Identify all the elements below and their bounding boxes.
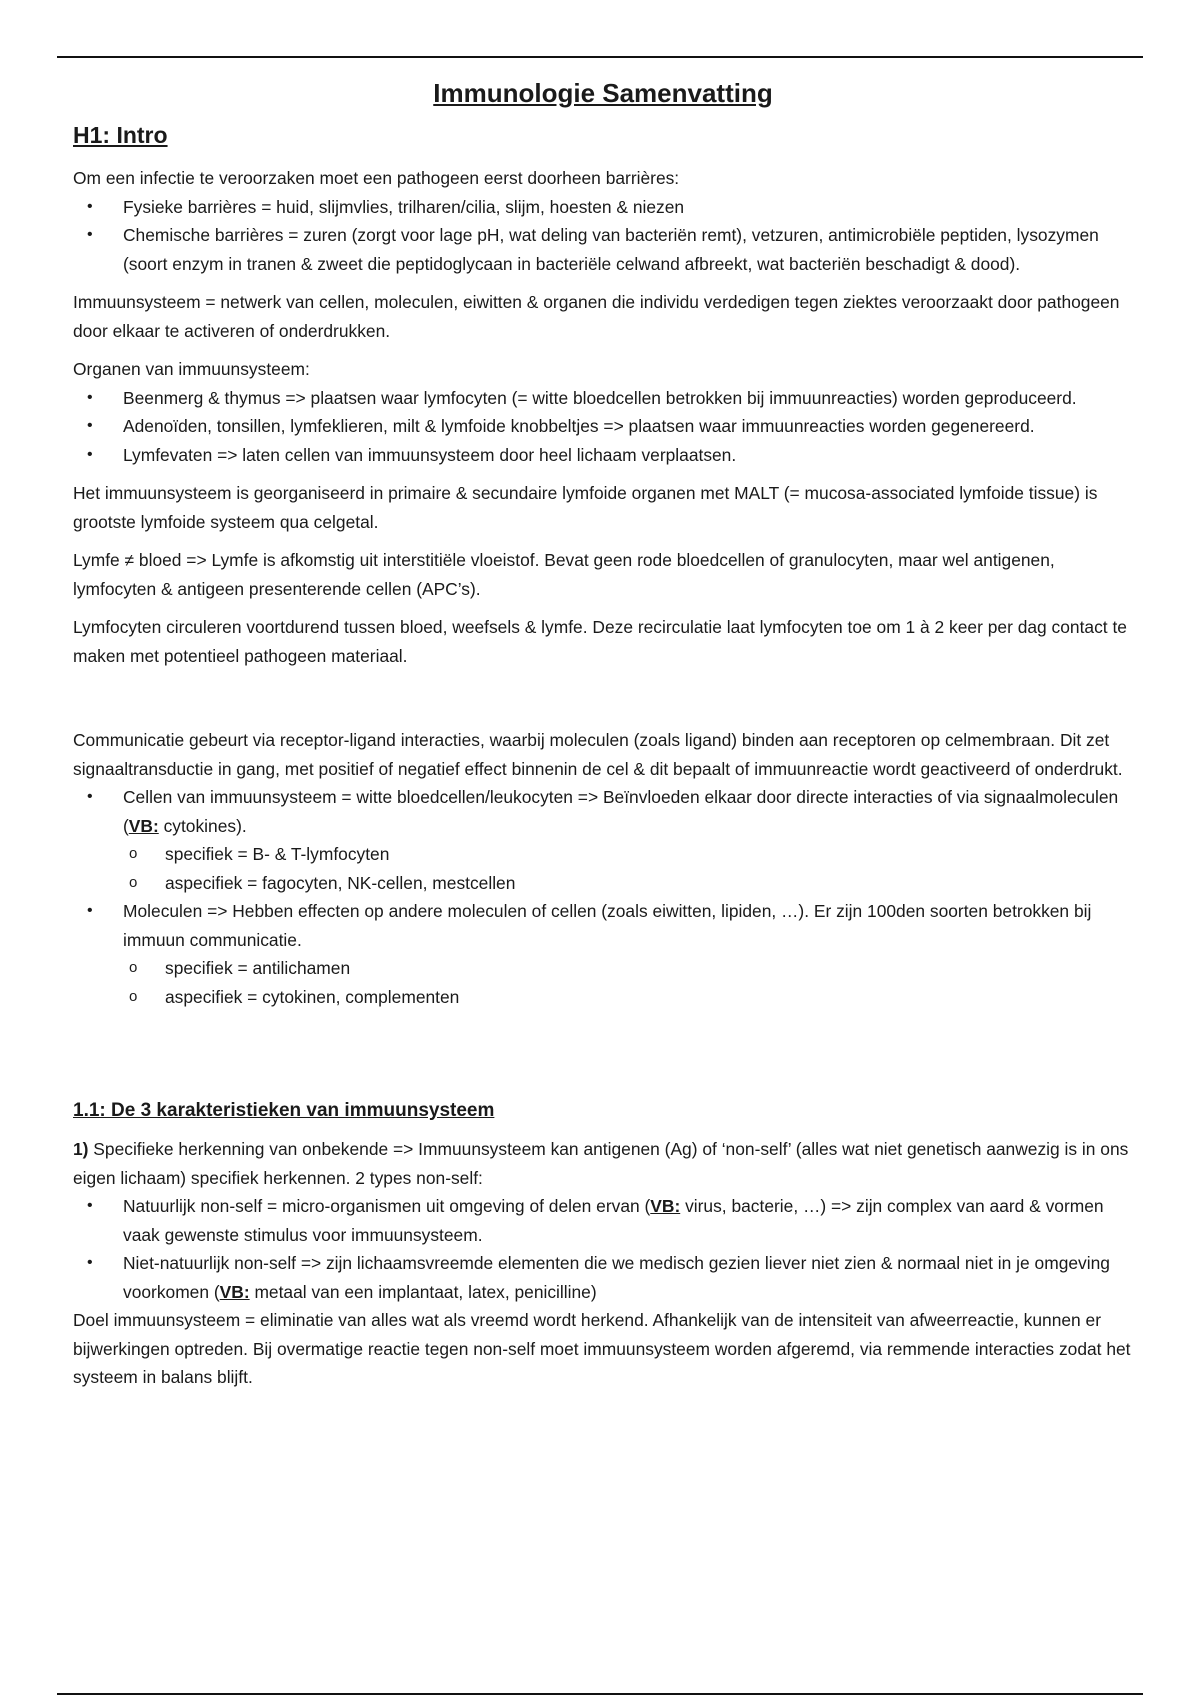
list-item: • Natuurlijk non-self = micro-organismen uit omgeving of delen ervan (VB: virus, bacterie, …) => zijn complex van aard & vormen vaak gewenste stimulus voor immuunsysteem. [73, 1192, 1133, 1249]
list-item: • Chemische barrières = zuren (zorgt voor lage pH, wat deling van bacteriën remt), vetzuren, antimicrobiële peptiden, lysozymen (soort enzym in tranen & zweet die peptidoglycaan in bacteriële celwand afbreekt, wat bacteriën beschadigt & dood). [73, 221, 1133, 278]
list-item: • Cellen van immuunsysteem = witte bloedcellen/leukocyten => Beïnvloeden elkaar door directe interacties of via signaalmoleculen (VB: cytokines). o specifiek = B- & T-lymfocyten o aspecifiek = fagocyten, NK-cellen, mestcellen [73, 783, 1133, 897]
example-label: VB: [219, 1281, 250, 1302]
top-rule [57, 56, 1143, 58]
document-title: Immunologie Samenvatting [433, 78, 773, 108]
organs-list [73, 384, 1133, 470]
bullet-icon: • [87, 445, 93, 463]
bullet-icon: • [87, 197, 93, 215]
example-label: VB: [650, 1196, 681, 1216]
characteristic-number: 1) [73, 1139, 89, 1159]
circle-bullet-icon: o [129, 845, 138, 862]
sub-list [123, 840, 1133, 897]
barrier-list [73, 193, 1133, 279]
heading-intro: H1: Intro [73, 122, 168, 148]
list-item: • Fysieke barrières = huid, slijmvlies, trilharen/cilia, slijm, hoesten & niezen [73, 193, 1133, 222]
immune-system-definition: Immuunsysteem = netwerk van cellen, moleculen, eiwitten & organen die individu verdedigen tegen ziektes veroorzaakt door pathogeen door elkaar te activeren of onderdrukken. [73, 292, 1120, 341]
circle-bullet-icon: o [129, 959, 138, 976]
sub-list-item: o specifiek = antilichamen [123, 954, 1133, 983]
bullet-icon: • [87, 788, 93, 805]
list-item: • Lymfevaten => laten cellen van immuunsysteem door heel lichaam verplaatsen. [73, 441, 1133, 470]
sub-list-item: o specifiek = B- & T-lymfocyten [123, 840, 1133, 869]
example-label: VB: [128, 815, 159, 836]
bullet-icon: • [87, 902, 93, 919]
communication-list [73, 783, 1133, 1011]
bullet-icon: • [87, 417, 93, 434]
circle-bullet-icon: o [129, 987, 138, 1005]
spacer [73, 680, 1133, 726]
bullet-icon: • [87, 1197, 93, 1214]
list-item: • Niet-natuurlijk non-self => zijn lichaamsvreemde elementen die we medisch gezien liever niet zien & normaal niet in je omgeving voorkomen (VB: metaal van een implantaat, latex, penicilline) [73, 1249, 1133, 1306]
sub-list-item: o aspecifiek = cytokinen, complementen [123, 983, 1133, 1012]
goal-paragraph: Doel immuunsysteem = eliminatie van alles wat als vreemd wordt herkend. Afhankelijk van de intensiteit van afweerreactie, kunnen er bijwerkingen optreden. Bij overmatige reactie tegen non-self moet immuunsysteem worden afgeremd, via remmende interacties zodat het systeem in balans blijft. [73, 1310, 1131, 1387]
bullet-icon: • [87, 388, 93, 406]
list-item: • Beenmerg & thymus => plaatsen waar lymfocyten (= witte bloedcellen betrokken bij immuunreacties) worden geproduceerd. [73, 384, 1133, 413]
sub-list [123, 954, 1133, 1011]
intro-lead: Om een infectie te veroorzaken moet een pathogeen eerst doorheen barrières: [73, 168, 680, 188]
list-item: • Moleculen => Hebben effecten op andere moleculen of cellen (zoals eiwitten, lipiden, …). Er zijn 100den soorten betrokken bij immuun communicatie. o specifiek = antilichamen o aspecifiek = cytokinen, complementen [73, 897, 1133, 1011]
heading-characteristics: 1.1: De 3 karakteristieken van immuunsysteem [73, 1100, 495, 1121]
recirculation-paragraph: Lymfocyten circuleren voortdurend tussen bloed, weefsels & lymfe. Deze recirculatie laat lymfocyten toe om 1 à 2 keer per dag contact te maken met potentieel pathogeen materiaal. [73, 617, 1127, 666]
list-item: • Adenoïden, tonsillen, lymfeklieren, milt & lymfoide knobbeltjes => plaatsen waar immuunreacties worden gegenereerd. [73, 412, 1133, 441]
communication-paragraph: Communicatie gebeurt via receptor-ligand interacties, waarbij moleculen (zoals ligand) binden aan receptoren op celmembraan. Dit zet signaaltransductie in gang, met positief of negatief effect binnenin de cel & dit bepaalt of immuunreactie wordt geactiveerd of onderdrukt. [73, 730, 1123, 779]
organs-lead: Organen van immuunsysteem: [73, 359, 310, 379]
bullet-icon: • [87, 1254, 93, 1271]
circle-bullet-icon: o [129, 873, 138, 891]
spacer [73, 1021, 1133, 1097]
lymfe-paragraph: Lymfe ≠ bloed => Lymfe is afkomstig uit interstitiële vloeistof. Bevat geen rode bloedcellen of granulocyten, maar wel antigenen, lymfocyten & antigeen presenterende cellen (APC’s). [73, 550, 1055, 599]
malt-paragraph: Het immuunsysteem is georganiseerd in primaire & secundaire lymfoide organen met MALT (= mucosa-associated lymfoide tissue) is grootste lymfoide systeem qua celgetal. [73, 483, 1098, 532]
characteristic-1-paragraph: 1) Specifieke herkenning van onbekende => Immuunsysteem kan antigenen (Ag) of ‘non-self’ (alles wat niet genetisch aanwezig is in ons eigen lichaam) specifiek herkennen. 2 types non-self: [73, 1139, 1129, 1188]
bottom-rule [57, 1693, 1143, 1695]
sub-list-item: o aspecifiek = fagocyten, NK-cellen, mestcellen [123, 869, 1133, 898]
non-self-list [73, 1192, 1133, 1306]
document-page [73, 74, 1133, 1402]
bullet-icon: • [87, 226, 93, 243]
